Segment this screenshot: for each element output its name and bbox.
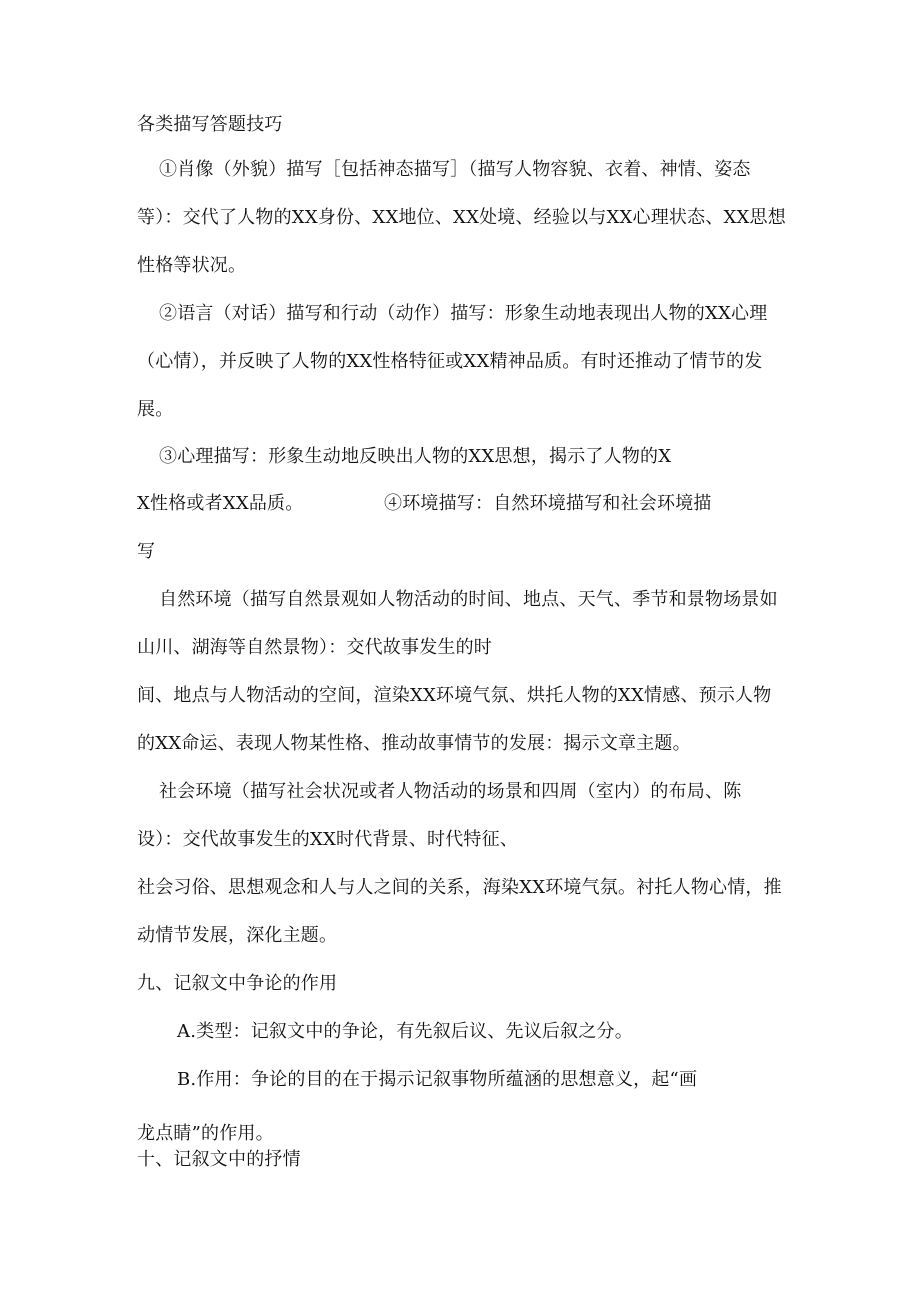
text-line: 设）：交代故事发生的XX时代背景、时代特征、 (137, 829, 519, 850)
text-line: ③心理描写：形象生动地反映出人物的XX思想，揭示了人物的X (159, 446, 672, 467)
text-line: 社会习俗、思想观念和人与人之间的关系，海染XX环境气氛。衬托人物心情，推 (137, 877, 782, 898)
text-line: 展。 (137, 399, 174, 420)
text-line: B.作用：争论的目的在于揭示记叙事物所蕴涵的思想意义，起“画 (177, 1069, 698, 1090)
text-line: 间、地点与人物活动的空间，渲染XX环境气氛、烘托人物的XX情感、预示人物 (137, 685, 772, 706)
text-line: 性格等状况。 (137, 255, 247, 276)
text-line: 龙点睛”的作用。 (137, 1123, 274, 1144)
text-line: （心情），并反映了人物的XX性格特征或XX精神品质。有时还推动了情节的发 (137, 351, 763, 372)
text-line: ①肖像（外貌）描写［包括神态描写］（描写人物容貌、衣着、神情、姿态 (159, 159, 751, 180)
text-line: 自然环境（描写自然景观如人物活动的时间、地点、天气、季节和景物场景如 (159, 589, 778, 610)
text-line: X性格或者XX品质。 (137, 493, 304, 514)
text-line: 山川、湖海等自然景物）：交代故事发生的时 (137, 637, 492, 658)
page-title: 各类描写答题技巧 (137, 114, 283, 135)
text-line: A.类型：记叙文中的争论，有先叙后议、先议后叙之分。 (177, 1021, 633, 1042)
section-heading: 十、记叙文中的抒情 (137, 1149, 301, 1170)
text-line: 社会环境（描写社会状况或者人物活动的场景和四周（室内）的布局、陈 (159, 781, 742, 802)
text-line: 的XX命运、表现人物某性格、推动故事情节的发展：揭示文章主题。 (137, 733, 691, 754)
text-line: 等）：交代了人物的XX身份、XX地位、XX处境、经验以与XX心理状态、XX思想 (137, 207, 786, 228)
section-heading: 九、记叙文中争论的作用 (137, 973, 338, 994)
text-line: 动情节发展，深化主题。 (137, 925, 338, 946)
text-line: ②语言（对话）描写和行动（动作）描写：形象生动地表现出人物的XX心理 (159, 303, 768, 324)
text-line: ④环境描写：自然环境描写和社会环境描 (384, 493, 712, 514)
text-line: 写 (137, 541, 156, 562)
